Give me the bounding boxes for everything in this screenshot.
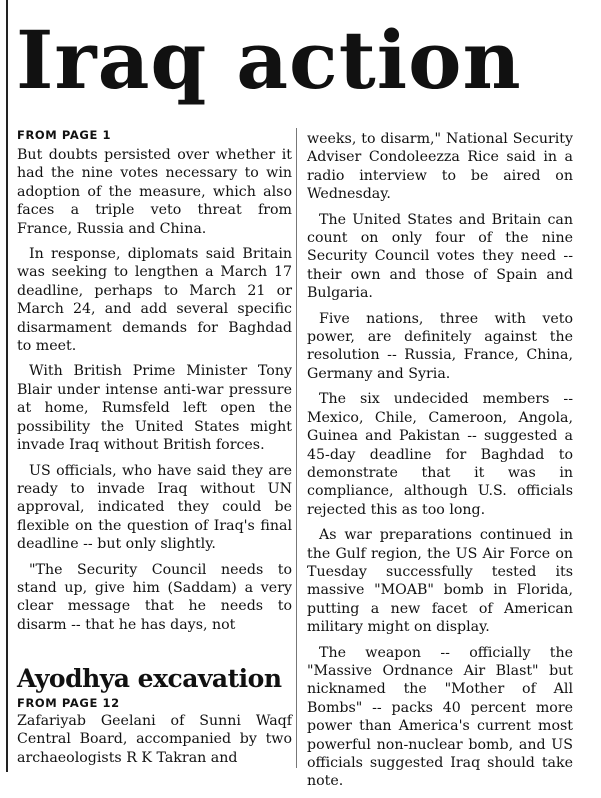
left-border-rule — [6, 0, 8, 772]
article-paragraph: The United States and Britain can count on only four of the nine Security Council votes they need -- their own and those of Spain and Bulgaria. — [307, 211, 573, 302]
headline: Iraq action — [16, 13, 522, 107]
article-paragraph: The weapon -- officially the "Massive Ordnance Air Blast" but nicknamed the "Mother of All Bombs" -- packs 40 percent more power than America's current most powerful non-nuclear bomb, and US officials suggested Iraq should take note. — [307, 644, 573, 790]
article-paragraph: As war preparations continued in the Gulf region, the US Air Force on Tuesday successfully tested its massive "MOAB" bomb in Florida, putting a new facet of American military might on display. — [307, 527, 573, 636]
article-paragraph: The six undecided members -- Mexico, Chile, Cameroon, Angola, Guinea and Pakistan -- suggested a 45-day deadline for Baghdad to demonstrate that it was in compliance, although U.S. officials rejected this as too long. — [307, 391, 573, 518]
continued-from-label: FROM PAGE 1 — [17, 128, 112, 142]
left-column — [17, 128, 292, 641]
article-paragraph: In response, diplomats said Britain was seeking to lengthen a March 17 deadline, perhaps to March 21 or March 24, and add several specific disarmament demands for Baghdad to meet. — [17, 246, 292, 355]
article-paragraph: With British Prime Minister Tony Blair under intense anti-war pressure at home, Rumsfeld left open the possibility the United States might invade Iraq without British forces. — [17, 363, 292, 454]
second-story-continued-from-label: FROM PAGE 12 — [17, 696, 120, 710]
article-paragraph: Five nations, three with veto power, are definitely against the resolution -- Russia, France, China, Germany and Syria. — [307, 310, 573, 382]
second-story-headline: Ayodhya excavation — [17, 664, 282, 693]
article-paragraph: US officials, who have said they are ready to invade Iraq without UN approval, indicated they could be flexible on the question of Iraq's final deadline -- but only slightly. — [17, 462, 292, 553]
right-column — [307, 130, 573, 798]
article-paragraph: "The Security Council needs to stand up, give him (Saddam) a very clear message that he needs to disarm -- that he has days, not — [17, 561, 292, 633]
article-paragraph: weeks, to disarm," National Security Adviser Condoleezza Rice said in a radio interview to be aired on Wednesday. — [307, 131, 573, 203]
second-story-body: Zafariyab Geelani of Sunni Waqf Central Board, accompanied by two archaeologists R K Takran and — [17, 713, 292, 766]
article-paragraph: But doubts persisted over whether it had the nine votes necessary to win adoption of the measure, which also faces a triple veto threat from France, Russia and China. — [17, 147, 292, 237]
